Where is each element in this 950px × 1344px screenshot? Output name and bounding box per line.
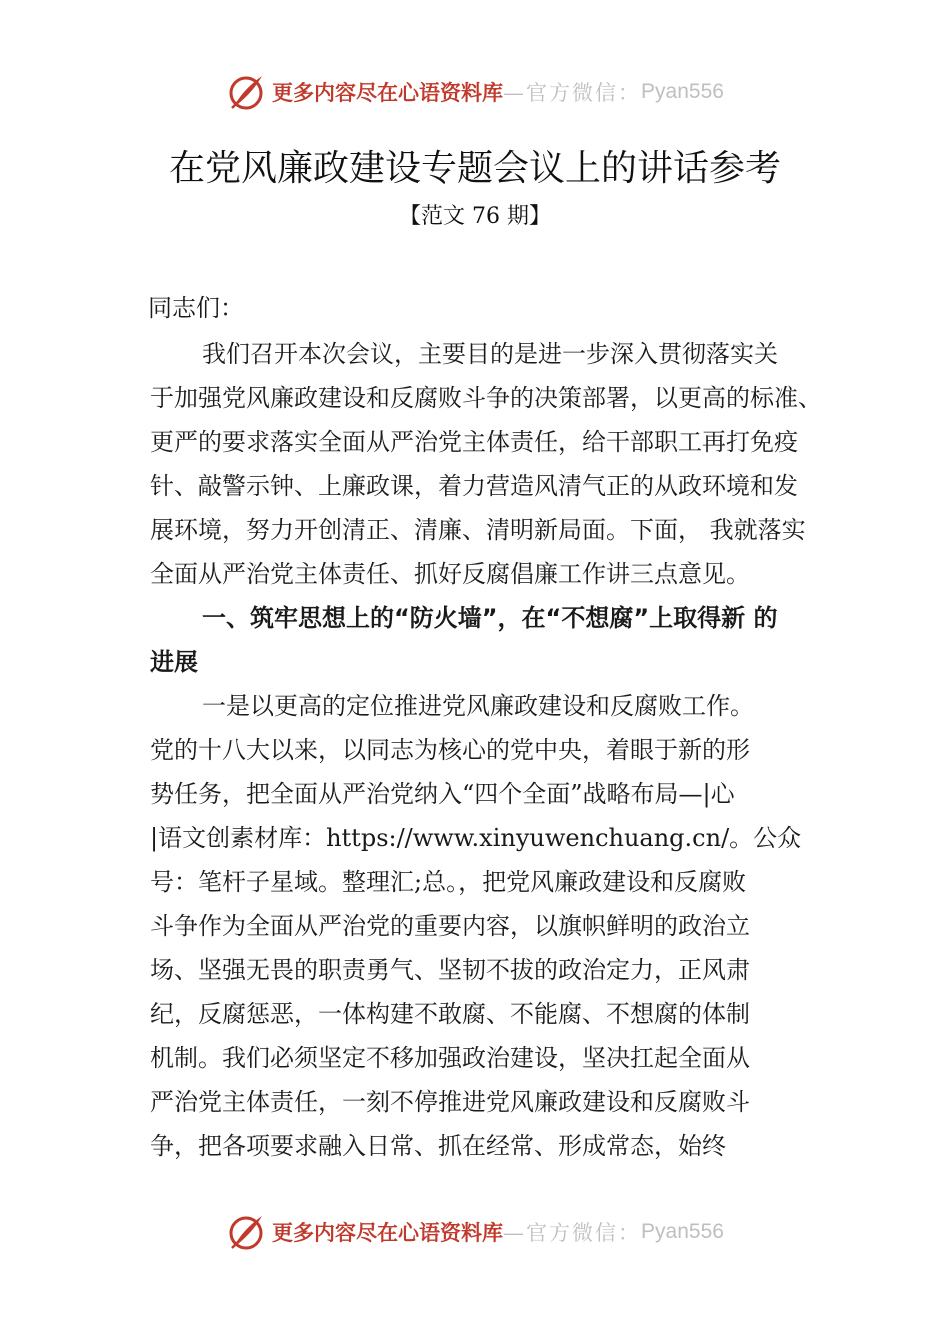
body-line: 争，把各项要求融入日常、抓在经常、形成常态，始终 xyxy=(150,1132,726,1160)
footer-banner xyxy=(0,1210,950,1254)
body-line: 党的十八大以来，以同志为核心的党中央，着眼于新的形 xyxy=(150,736,750,764)
body-line: 纪，反腐惩恶，一体构建不敢腐、不能腐、不想腐的体制 xyxy=(150,1000,750,1028)
section-heading-line: 进展 xyxy=(150,648,198,676)
body-line: 势任务，把全面从严治党纳入“四个全面”战略布局—|心 xyxy=(150,780,735,808)
quill-pen-logo-icon xyxy=(226,1212,266,1252)
body-line: 全面从严治党主体责任、抓好反腐倡廉工作讲三点意见。 xyxy=(150,560,750,588)
body-line: 展环境，努力开创清正、清廉、清明新局面。下面， 我就落实 xyxy=(150,516,806,544)
page-title: 在党风廉政建设专题会议上的讲话参考 xyxy=(168,148,781,189)
document-body xyxy=(150,332,830,1168)
body-line: 更严的要求落实全面从严治党主体责任，给干部职工再打免疫 xyxy=(150,428,798,456)
body-line: 机制。我们必须坚定不移加强政治建设，坚决扛起全面从 xyxy=(150,1044,750,1072)
body-line: 严治党主体责任，一刻不停推进党风廉政建设和反腐败斗 xyxy=(150,1088,750,1116)
header-banner xyxy=(0,70,950,114)
banner-dash-text: —官方微信： xyxy=(503,81,642,105)
banner-site-text: 更多内容尽在心语资料库 xyxy=(272,80,504,105)
banner-dash-text: —官方微信： xyxy=(503,1221,642,1245)
banner-wechat-handle: Pyan556 xyxy=(641,80,724,103)
body-line: 于加强党风廉政建设和反腐败斗争的决策部署，以更高的标准、 xyxy=(150,384,822,412)
section-heading-line: 一、筑牢思想上的“防火墙”，在“不想腐”上取得新 的 xyxy=(202,604,778,632)
banner-site-text: 更多内容尽在心语资料库 xyxy=(272,1220,504,1245)
body-line: 针、敲警示钟、上廉政课，着力营造风清气正的从政环境和发 xyxy=(150,472,798,500)
body-line: 一是以更高的定位推进党风廉政建设和反腐败工作。 xyxy=(202,692,754,720)
body-line: 我们召开本次会议，主要目的是进一步深入贯彻落实关 xyxy=(202,340,778,368)
page-subtitle: 【范文 76 期】 xyxy=(399,204,551,229)
body-line: 场、坚强无畏的职责勇气、坚韧不拔的政治定力，正风肃 xyxy=(150,956,750,984)
banner-wechat-handle: Pyan556 xyxy=(641,1220,724,1243)
body-line: 号：笔杆子星域。整理汇;总。，把党风廉政建设和反腐败 xyxy=(150,868,747,896)
quill-pen-logo-icon xyxy=(226,72,266,112)
body-line: |语文创素材库：https://www.xinyuwenchuang.cn/。公众 xyxy=(150,824,802,852)
salutation: 同志们： xyxy=(148,294,244,322)
body-line: 斗争作为全面从严治党的重要内容，以旗帜鲜明的政治立 xyxy=(150,912,750,940)
